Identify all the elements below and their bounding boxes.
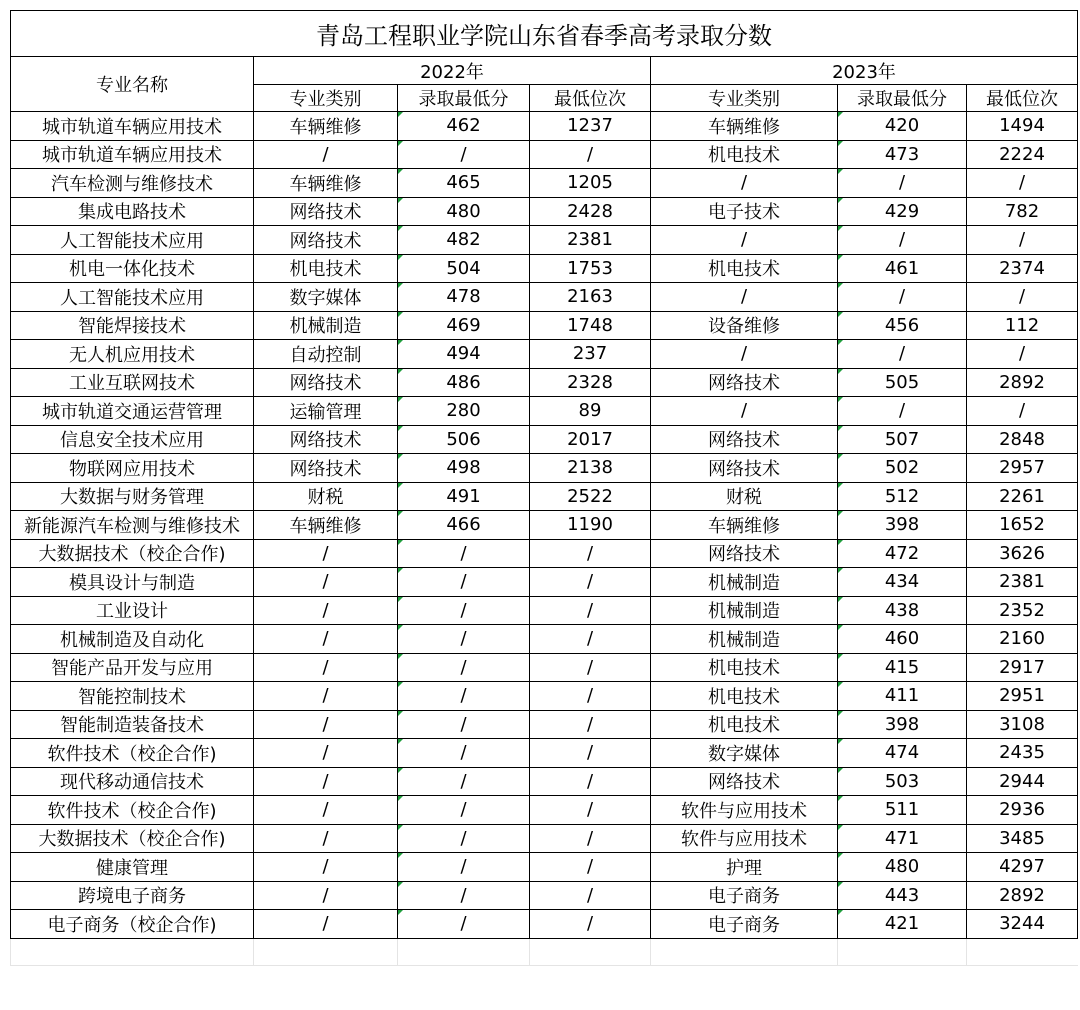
- table-title: 青岛工程职业学院山东省春季高考录取分数: [11, 11, 1078, 57]
- empty-spacer-row: [11, 938, 1078, 965]
- min-score-2022-cell: /: [398, 853, 530, 882]
- category-2022-cell: /: [254, 682, 398, 711]
- category-2022-cell: 网络技术: [254, 454, 398, 483]
- empty-cell: [398, 938, 530, 965]
- major-name-cell: 智能焊接技术: [11, 311, 254, 340]
- major-name-cell: 汽车检测与维修技术: [11, 169, 254, 198]
- min-score-2022-cell: /: [398, 710, 530, 739]
- min-rank-2023-cell: /: [967, 283, 1078, 312]
- major-name-cell: 电子商务（校企合作): [11, 910, 254, 939]
- min-rank-2023-cell: 3108: [967, 710, 1078, 739]
- min-score-2022-cell: 482: [398, 226, 530, 255]
- min-rank-2023-cell: /: [967, 169, 1078, 198]
- category-2023-cell: 财税: [651, 482, 838, 511]
- category-2022-cell: /: [254, 910, 398, 939]
- category-2022-cell: /: [254, 710, 398, 739]
- table-row: [11, 112, 1078, 141]
- min-rank-2023-cell: 2352: [967, 596, 1078, 625]
- category-2022-cell: 机电技术: [254, 254, 398, 283]
- min-score-2022-cell: /: [398, 739, 530, 768]
- major-name-cell: 集成电路技术: [11, 197, 254, 226]
- min-score-2022-cell: /: [398, 568, 530, 597]
- min-score-2022-cell: 494: [398, 340, 530, 369]
- table-row: [11, 710, 1078, 739]
- category-2023-cell: 电子商务: [651, 881, 838, 910]
- min-score-2023-cell: 511: [838, 796, 967, 825]
- category-2022-cell: /: [254, 140, 398, 169]
- min-score-2022-cell: /: [398, 767, 530, 796]
- category-2022-cell: /: [254, 824, 398, 853]
- min-score-2022-cell: 491: [398, 482, 530, 511]
- table-row: [11, 596, 1078, 625]
- empty-cell: [967, 938, 1078, 965]
- category-2023-cell: /: [651, 226, 838, 255]
- empty-cell: [838, 938, 967, 965]
- category-2023-cell: 网络技术: [651, 425, 838, 454]
- category-2023-cell: 机电技术: [651, 140, 838, 169]
- min-rank-2023-cell: /: [967, 226, 1078, 255]
- min-score-2022-cell: 486: [398, 368, 530, 397]
- year-2023-header: 2023年: [651, 57, 1078, 85]
- min-score-2023-cell: 461: [838, 254, 967, 283]
- min-rank-2022-cell: 2428: [530, 197, 651, 226]
- major-name-cell: 物联网应用技术: [11, 454, 254, 483]
- major-name-cell: 智能控制技术: [11, 682, 254, 711]
- min-score-2022-cell: 480: [398, 197, 530, 226]
- min-score-2023-cell: 472: [838, 539, 967, 568]
- min-score-2023-cell: 456: [838, 311, 967, 340]
- category-2023-cell: 网络技术: [651, 368, 838, 397]
- table-row: [11, 368, 1078, 397]
- min-rank-2023-cell: 2435: [967, 739, 1078, 768]
- category-2022-cell: 网络技术: [254, 226, 398, 255]
- min-rank-2022-cell: 2522: [530, 482, 651, 511]
- min-rank-2023-cell: 3626: [967, 539, 1078, 568]
- min-score-2023-cell: 502: [838, 454, 967, 483]
- major-name-cell: 跨境电子商务: [11, 881, 254, 910]
- table-row: [11, 254, 1078, 283]
- category-2022-cell: 运输管理: [254, 397, 398, 426]
- category-2023-cell: 网络技术: [651, 767, 838, 796]
- min-rank-2022-cell: /: [530, 739, 651, 768]
- min-score-2023-cell: 398: [838, 511, 967, 540]
- min-rank-2022-cell: /: [530, 767, 651, 796]
- table-row: [11, 653, 1078, 682]
- min-score-2023-cell: 505: [838, 368, 967, 397]
- major-name-cell: 人工智能技术应用: [11, 226, 254, 255]
- category-2022-cell: 网络技术: [254, 425, 398, 454]
- min-rank-2022-cell: 237: [530, 340, 651, 369]
- category-2022-cell: 财税: [254, 482, 398, 511]
- category-2022-cell: 网络技术: [254, 368, 398, 397]
- table-row: [11, 539, 1078, 568]
- category-2023-cell: /: [651, 283, 838, 312]
- min-score-2023-cell: /: [838, 283, 967, 312]
- table-row: [11, 881, 1078, 910]
- category-2023-cell: 软件与应用技术: [651, 824, 838, 853]
- category-2023-cell: 网络技术: [651, 539, 838, 568]
- min-score-2022-cell: /: [398, 796, 530, 825]
- min-rank-2022-cell: /: [530, 539, 651, 568]
- min-rank-2022-cell: /: [530, 653, 651, 682]
- category-2022-cell: 车辆维修: [254, 511, 398, 540]
- table-row: [11, 482, 1078, 511]
- min-rank-2023-cell: 2160: [967, 625, 1078, 654]
- min-score-2022-cell: 280: [398, 397, 530, 426]
- category-2023-cell: 设备维修: [651, 311, 838, 340]
- category-2023-cell: 电子商务: [651, 910, 838, 939]
- table-row: [11, 283, 1078, 312]
- min-score-2022-cell: 466: [398, 511, 530, 540]
- min-rank-2022-cell: /: [530, 881, 651, 910]
- major-name-cell: 智能产品开发与应用: [11, 653, 254, 682]
- min-score-2023-cell: 438: [838, 596, 967, 625]
- min-score-2022-cell: /: [398, 596, 530, 625]
- min-score-header-2023: 录取最低分: [838, 85, 967, 112]
- category-2023-cell: 网络技术: [651, 454, 838, 483]
- table-row: [11, 197, 1078, 226]
- category-2022-cell: /: [254, 767, 398, 796]
- major-name-cell: 城市轨道车辆应用技术: [11, 112, 254, 141]
- min-rank-2023-cell: 2381: [967, 568, 1078, 597]
- table-row: [11, 767, 1078, 796]
- admission-score-table: [10, 10, 1078, 966]
- min-rank-2023-cell: 2224: [967, 140, 1078, 169]
- min-rank-2023-cell: /: [967, 340, 1078, 369]
- min-rank-2022-cell: /: [530, 596, 651, 625]
- min-score-2022-cell: /: [398, 910, 530, 939]
- category-2022-cell: 数字媒体: [254, 283, 398, 312]
- min-score-2022-cell: 469: [398, 311, 530, 340]
- min-rank-2022-cell: /: [530, 796, 651, 825]
- table-row: [11, 682, 1078, 711]
- empty-cell: [254, 938, 398, 965]
- category-2023-cell: 机械制造: [651, 625, 838, 654]
- min-score-2022-cell: /: [398, 824, 530, 853]
- table-row: [11, 226, 1078, 255]
- category-2022-cell: /: [254, 796, 398, 825]
- table-row: [11, 397, 1078, 426]
- major-name-cell: 健康管理: [11, 853, 254, 882]
- empty-cell: [651, 938, 838, 965]
- category-2023-cell: 数字媒体: [651, 739, 838, 768]
- min-score-2023-cell: 507: [838, 425, 967, 454]
- min-score-2023-cell: 415: [838, 653, 967, 682]
- min-rank-2023-cell: 1652: [967, 511, 1078, 540]
- table-row: [11, 311, 1078, 340]
- min-score-2023-cell: 512: [838, 482, 967, 511]
- category-header-2023: 专业类别: [651, 85, 838, 112]
- category-2023-cell: 机电技术: [651, 653, 838, 682]
- empty-cell: [530, 938, 651, 965]
- table-row: [11, 910, 1078, 939]
- min-score-2023-cell: 429: [838, 197, 967, 226]
- min-rank-2022-cell: /: [530, 824, 651, 853]
- min-rank-2022-cell: 1237: [530, 112, 651, 141]
- min-rank-2023-cell: 2951: [967, 682, 1078, 711]
- category-2023-cell: 机械制造: [651, 568, 838, 597]
- category-2023-cell: 软件与应用技术: [651, 796, 838, 825]
- min-score-2022-cell: /: [398, 682, 530, 711]
- category-2023-cell: 车辆维修: [651, 511, 838, 540]
- category-2023-cell: 电子技术: [651, 197, 838, 226]
- table-row: [11, 625, 1078, 654]
- category-2022-cell: /: [254, 881, 398, 910]
- major-name-cell: 机电一体化技术: [11, 254, 254, 283]
- major-name-cell: 人工智能技术应用: [11, 283, 254, 312]
- min-score-2022-cell: 504: [398, 254, 530, 283]
- table-row: [11, 824, 1078, 853]
- category-2022-cell: /: [254, 739, 398, 768]
- min-rank-2022-cell: /: [530, 710, 651, 739]
- category-2022-cell: /: [254, 625, 398, 654]
- min-score-2023-cell: 411: [838, 682, 967, 711]
- min-score-2023-cell: /: [838, 169, 967, 198]
- category-2023-cell: /: [651, 340, 838, 369]
- min-rank-2022-cell: 1205: [530, 169, 651, 198]
- major-name-cell: 工业设计: [11, 596, 254, 625]
- min-score-2023-cell: 420: [838, 112, 967, 141]
- major-name-cell: 大数据技术（校企合作): [11, 824, 254, 853]
- min-rank-2022-cell: 2328: [530, 368, 651, 397]
- min-rank-2022-cell: /: [530, 568, 651, 597]
- table-row: [11, 568, 1078, 597]
- category-2023-cell: 机电技术: [651, 254, 838, 283]
- min-score-2023-cell: 473: [838, 140, 967, 169]
- min-rank-header-2022: 最低位次: [530, 85, 651, 112]
- empty-cell: [11, 938, 254, 965]
- min-score-2023-cell: 480: [838, 853, 967, 882]
- table-row: [11, 511, 1078, 540]
- category-2022-cell: /: [254, 853, 398, 882]
- category-2022-cell: /: [254, 568, 398, 597]
- major-name-cell: 智能制造装备技术: [11, 710, 254, 739]
- min-rank-2023-cell: 2261: [967, 482, 1078, 511]
- major-name-cell: 大数据与财务管理: [11, 482, 254, 511]
- major-name-cell: 软件技术（校企合作): [11, 739, 254, 768]
- major-name-cell: 现代移动通信技术: [11, 767, 254, 796]
- major-name-cell: 无人机应用技术: [11, 340, 254, 369]
- min-rank-2023-cell: /: [967, 397, 1078, 426]
- min-rank-2022-cell: 1753: [530, 254, 651, 283]
- major-name-cell: 城市轨道交通运营管理: [11, 397, 254, 426]
- min-rank-2023-cell: 2892: [967, 881, 1078, 910]
- min-rank-2022-cell: 89: [530, 397, 651, 426]
- min-rank-2022-cell: 1748: [530, 311, 651, 340]
- category-2023-cell: 机电技术: [651, 682, 838, 711]
- min-score-2023-cell: 443: [838, 881, 967, 910]
- major-name-cell: 大数据技术（校企合作): [11, 539, 254, 568]
- table-body: [11, 112, 1078, 966]
- min-rank-2022-cell: 2381: [530, 226, 651, 255]
- category-2023-cell: 机械制造: [651, 596, 838, 625]
- table-row: [11, 140, 1078, 169]
- min-score-2023-cell: 471: [838, 824, 967, 853]
- min-rank-2023-cell: 2892: [967, 368, 1078, 397]
- min-rank-2023-cell: 2917: [967, 653, 1078, 682]
- min-score-2022-cell: 478: [398, 283, 530, 312]
- category-2023-cell: 机电技术: [651, 710, 838, 739]
- min-rank-2022-cell: /: [530, 140, 651, 169]
- min-rank-2022-cell: /: [530, 682, 651, 711]
- min-score-2022-cell: /: [398, 140, 530, 169]
- min-score-2022-cell: /: [398, 881, 530, 910]
- major-name-cell: 模具设计与制造: [11, 568, 254, 597]
- category-2022-cell: 网络技术: [254, 197, 398, 226]
- min-score-2023-cell: 421: [838, 910, 967, 939]
- category-2022-cell: /: [254, 539, 398, 568]
- min-rank-2022-cell: 2017: [530, 425, 651, 454]
- category-2022-cell: /: [254, 653, 398, 682]
- category-header-2022: 专业类别: [254, 85, 398, 112]
- min-rank-2022-cell: /: [530, 910, 651, 939]
- category-2022-cell: /: [254, 596, 398, 625]
- min-score-2022-cell: 462: [398, 112, 530, 141]
- category-2023-cell: /: [651, 169, 838, 198]
- major-name-cell: 工业互联网技术: [11, 368, 254, 397]
- min-rank-2023-cell: 3244: [967, 910, 1078, 939]
- min-rank-2023-cell: 2936: [967, 796, 1078, 825]
- table-row: [11, 169, 1078, 198]
- min-rank-2023-cell: 112: [967, 311, 1078, 340]
- min-rank-2022-cell: /: [530, 625, 651, 654]
- major-name-cell: 新能源汽车检测与维修技术: [11, 511, 254, 540]
- min-score-2023-cell: 460: [838, 625, 967, 654]
- min-rank-2022-cell: 2163: [530, 283, 651, 312]
- major-name-cell: 软件技术（校企合作): [11, 796, 254, 825]
- min-score-2022-cell: /: [398, 539, 530, 568]
- min-score-header-2022: 录取最低分: [398, 85, 530, 112]
- min-score-2022-cell: 506: [398, 425, 530, 454]
- min-score-2023-cell: /: [838, 226, 967, 255]
- min-score-2022-cell: 498: [398, 454, 530, 483]
- min-rank-2022-cell: 2138: [530, 454, 651, 483]
- major-name-cell: 信息安全技术应用: [11, 425, 254, 454]
- min-score-2023-cell: 434: [838, 568, 967, 597]
- major-name-cell: 机械制造及自动化: [11, 625, 254, 654]
- table-row: [11, 425, 1078, 454]
- min-score-2022-cell: /: [398, 653, 530, 682]
- category-2023-cell: /: [651, 397, 838, 426]
- min-rank-2023-cell: 4297: [967, 853, 1078, 882]
- min-rank-2022-cell: /: [530, 853, 651, 882]
- min-score-2023-cell: /: [838, 340, 967, 369]
- min-rank-2023-cell: 2944: [967, 767, 1078, 796]
- min-score-2022-cell: 465: [398, 169, 530, 198]
- year-2022-header: 2022年: [254, 57, 651, 85]
- min-score-2022-cell: /: [398, 625, 530, 654]
- category-2022-cell: 车辆维修: [254, 112, 398, 141]
- min-score-2023-cell: 474: [838, 739, 967, 768]
- table-row: [11, 340, 1078, 369]
- min-rank-2023-cell: 1494: [967, 112, 1078, 141]
- min-rank-2023-cell: 2848: [967, 425, 1078, 454]
- table-row: [11, 739, 1078, 768]
- min-rank-2023-cell: 782: [967, 197, 1078, 226]
- min-rank-2023-cell: 2374: [967, 254, 1078, 283]
- category-2022-cell: 车辆维修: [254, 169, 398, 198]
- min-score-2023-cell: 503: [838, 767, 967, 796]
- min-rank-header-2023: 最低位次: [967, 85, 1078, 112]
- table-row: [11, 853, 1078, 882]
- major-name-header: 专业名称: [11, 57, 254, 112]
- major-name-cell: 城市轨道车辆应用技术: [11, 140, 254, 169]
- min-score-2023-cell: 398: [838, 710, 967, 739]
- category-2022-cell: 自动控制: [254, 340, 398, 369]
- min-rank-2023-cell: 2957: [967, 454, 1078, 483]
- min-rank-2023-cell: 3485: [967, 824, 1078, 853]
- min-rank-2022-cell: 1190: [530, 511, 651, 540]
- category-2023-cell: 车辆维修: [651, 112, 838, 141]
- category-2023-cell: 护理: [651, 853, 838, 882]
- category-2022-cell: 机械制造: [254, 311, 398, 340]
- table-row: [11, 796, 1078, 825]
- table-row: [11, 454, 1078, 483]
- min-score-2023-cell: /: [838, 397, 967, 426]
